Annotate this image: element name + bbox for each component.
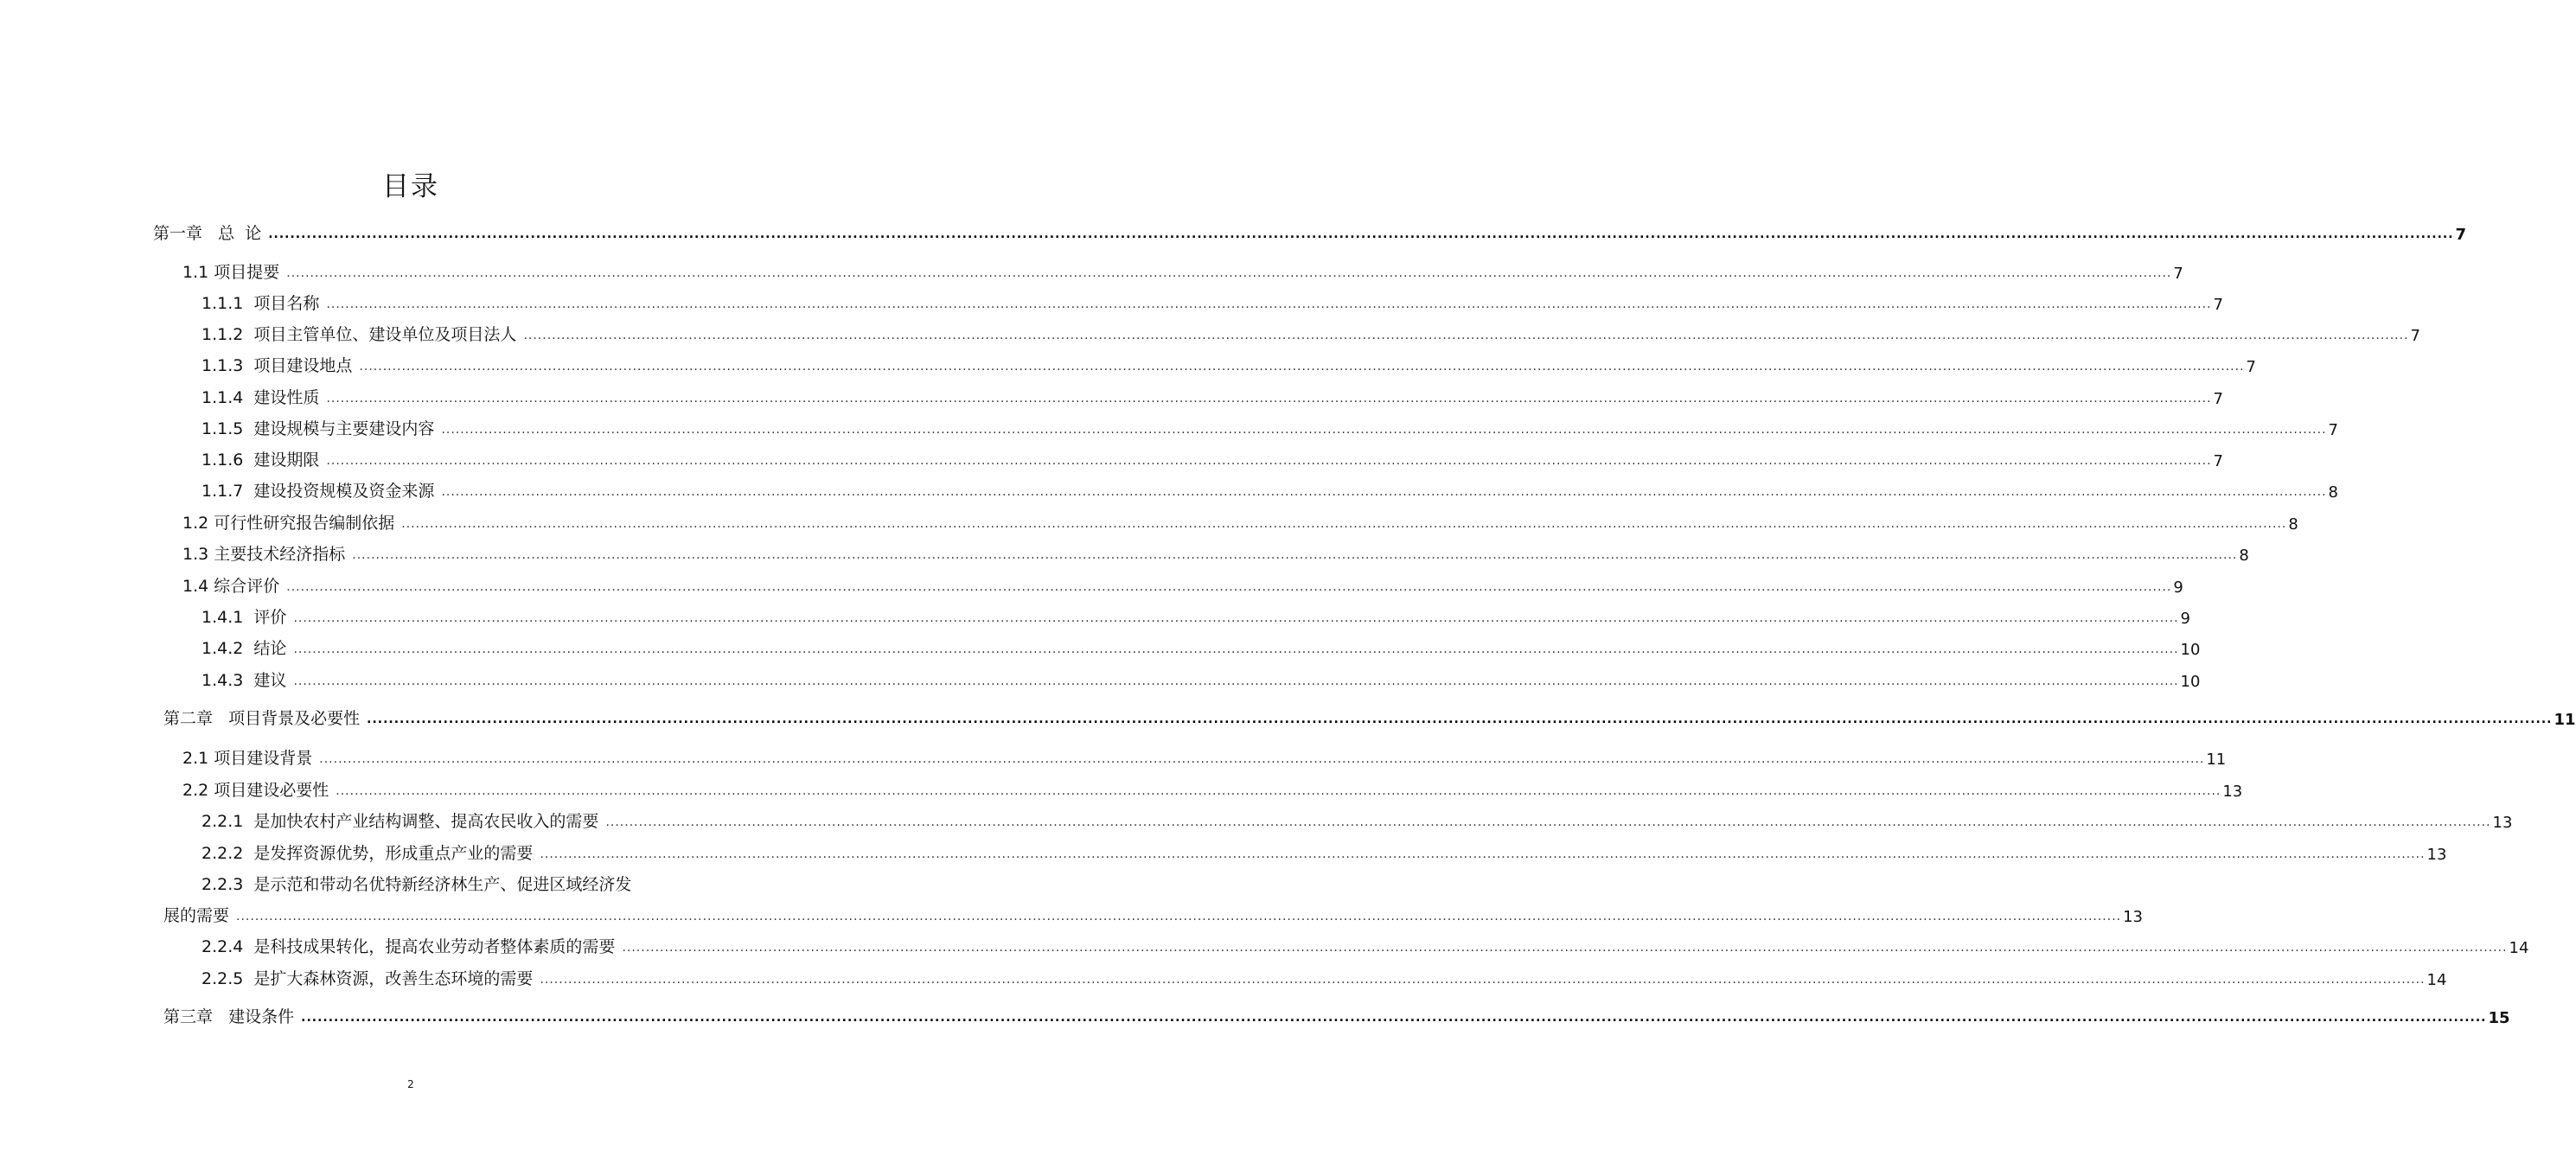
toc-leader-dots: ................................................................................................................................................................................................................................................................................................................................................................................................................: [367, 712, 2553, 726]
toc-entry[interactable]: [201, 602, 2190, 628]
toc-entry[interactable]: [201, 444, 2223, 470]
toc-page-number: 14: [2426, 971, 2447, 989]
toc-page-number: 7: [2213, 452, 2223, 470]
toc-entry-label: 1.1.7 建设投资规模及资金来源: [201, 482, 435, 501]
toc-page-number: 8: [2239, 546, 2249, 565]
toc-entry-label: 2.2.1 是加快农村产业结构调整、提高农民收入的需要: [201, 812, 599, 831]
toc-entry-label: 1.1.3 项目建设地点: [201, 356, 353, 375]
toc-leader-dots: ................................................................................................................................................................................................................................................................................................................................................................................................................: [326, 454, 2212, 468]
toc-page-number: 14: [2509, 939, 2529, 957]
toc-leader-dots: ................................................................................................................................................................................................................................................................................................................................................................................................................: [268, 227, 2454, 241]
toc-page-number: 13: [2123, 908, 2143, 926]
toc-entry[interactable]: [201, 665, 2201, 691]
toc-entry-label: 1.4.2 结论: [201, 639, 287, 658]
page-number: 2: [407, 1078, 414, 1090]
toc-page-number: 11: [2206, 751, 2227, 769]
toc-entry[interactable]: [201, 806, 2513, 832]
toc-chapter-entry[interactable]: [153, 218, 2467, 244]
toc-chapter-entry[interactable]: [163, 1001, 2510, 1027]
toc-page-number: 11: [2554, 711, 2576, 729]
toc-entry[interactable]: [182, 508, 2298, 534]
toc-leader-dots: ................................................................................................................................................................................................................................................................................................................................................................................................................: [336, 784, 2221, 798]
toc-leader-dots: ................................................................................................................................................................................................................................................................................................................................................................................................................: [293, 611, 2179, 625]
toc-entry[interactable]: [201, 288, 2223, 314]
toc-entry[interactable]: [201, 633, 2201, 659]
toc-entry[interactable]: [201, 413, 2338, 439]
toc-entry-label: 1.1.6 建设期限: [201, 451, 320, 470]
toc-leader-dots: ................................................................................................................................................................................................................................................................................................................................................................................................................: [326, 297, 2212, 311]
toc-entry[interactable]: [163, 900, 2143, 926]
toc-page-number: 10: [2180, 673, 2201, 691]
toc-chapter-entry[interactable]: [163, 703, 2576, 729]
toc-leader-dots: ................................................................................................................................................................................................................................................................................................................................................................................................................: [286, 580, 2172, 594]
toc-leader-dots: ................................................................................................................................................................................................................................................................................................................................................................................................................: [293, 674, 2179, 688]
toc-page-number: 7: [2246, 358, 2256, 376]
toc-entry-label: 2.2.2 是发挥资源优势，形成重点产业的需要: [201, 844, 534, 863]
toc-entry[interactable]: [201, 476, 2338, 502]
toc-leader-dots: ................................................................................................................................................................................................................................................................................................................................................................................................................: [236, 910, 2122, 923]
toc-entry[interactable]: [201, 838, 2447, 864]
toc-page-number: 8: [2288, 515, 2298, 534]
toc-entry-label: 1.4.1 评价: [201, 608, 287, 627]
toc-entry[interactable]: [201, 319, 2420, 345]
toc-page-number: 13: [2222, 783, 2243, 801]
toc-entry-label: 1.1.4 建设性质: [201, 388, 320, 407]
toc-leader-dots: ................................................................................................................................................................................................................................................................................................................................................................................................................: [605, 815, 2491, 829]
toc-entry[interactable]: [201, 382, 2223, 408]
toc-entry[interactable]: [201, 350, 2256, 376]
toc-entry-label: 第一章 总 论: [153, 224, 262, 243]
toc-entry[interactable]: [182, 539, 2249, 565]
toc-page-number: 8: [2328, 483, 2338, 502]
toc-leader-dots: ................................................................................................................................................................................................................................................................................................................................................................................................................: [326, 392, 2212, 406]
toc-entry[interactable]: [182, 571, 2183, 597]
toc-leader-dots: ................................................................................................................................................................................................................................................................................................................................................................................................................: [540, 847, 2426, 861]
toc-page-number: 13: [2492, 814, 2513, 832]
toc-entry[interactable]: [182, 775, 2243, 801]
toc-leader-dots: ................................................................................................................................................................................................................................................................................................................................................................................................................: [293, 642, 2179, 656]
toc-entry-label: 1.2 可行性研究报告编制依据: [182, 514, 395, 533]
toc-page-number: 9: [2173, 578, 2183, 597]
toc-entry-label: 展的需要: [163, 906, 230, 925]
toc-page-number: 15: [2488, 1009, 2510, 1027]
toc-page-number: 9: [2180, 610, 2190, 628]
toc-entry-label: 1.1.5 建设规模与主要建设内容: [201, 419, 435, 438]
toc-leader-dots: ................................................................................................................................................................................................................................................................................................................................................................................................................: [441, 423, 2327, 437]
toc-entry[interactable]: [182, 743, 2227, 769]
toc-entry-label: 第二章 项目背景及必要性: [163, 709, 361, 728]
toc-entry[interactable]: [182, 257, 2183, 283]
toc-page-number: 7: [2213, 296, 2223, 314]
toc-leader-dots: ................................................................................................................................................................................................................................................................................................................................................................................................................: [523, 329, 2409, 342]
toc-leader-dots: ................................................................................................................................................................................................................................................................................................................................................................................................................: [401, 517, 2287, 531]
toc-leader-dots: ................................................................................................................................................................................................................................................................................................................................................................................................................: [540, 973, 2426, 987]
toc-page-number: 7: [2213, 390, 2223, 408]
toc-leader-dots: ................................................................................................................................................................................................................................................................................................................................................................................................................: [319, 752, 2205, 766]
toc-entry-label: 1.1 项目提要: [182, 263, 280, 282]
toc-page-number: 7: [2410, 327, 2420, 345]
toc-page-number: 7: [2328, 421, 2338, 439]
toc-leader-dots: ................................................................................................................................................................................................................................................................................................................................................................................................................: [286, 266, 2172, 280]
toc-entry[interactable]: [201, 963, 2447, 989]
toc-entry-label: 1.4.3 建议: [201, 671, 287, 690]
toc-page-number: 13: [2426, 846, 2447, 864]
toc-entry-label: 1.1.2 项目主管单位、建设单位及项目法人: [201, 325, 517, 344]
toc-entry-label: 2.2.3 是示范和带动名优特新经济林生产、促进区域经济发: [201, 875, 632, 894]
toc-leader-dots: ................................................................................................................................................................................................................................................................................................................................................................................................................: [352, 548, 2238, 562]
toc-entry-label: 1.4 综合评价: [182, 577, 280, 596]
page-title: 目录: [382, 171, 439, 202]
toc-entry-label: 2.2.4 是科技成果转化，提高农业劳动者整体素质的需要: [201, 937, 616, 956]
toc-entry-label: 1.3 主要技术经济指标: [182, 545, 346, 564]
toc-entry[interactable]: [201, 931, 2529, 957]
toc-entry-label: 2.2 项目建设必要性: [182, 781, 329, 800]
toc-leader-dots: ................................................................................................................................................................................................................................................................................................................................................................................................................: [622, 941, 2508, 955]
toc-entry-label: 第三章 建设条件: [163, 1007, 295, 1026]
toc-leader-dots: ................................................................................................................................................................................................................................................................................................................................................................................................................: [359, 360, 2245, 374]
toc-entry-label: 2.1 项目建设背景: [182, 749, 313, 768]
toc-leader-dots: ................................................................................................................................................................................................................................................................................................................................................................................................................: [301, 1011, 2487, 1025]
toc-page-number: 7: [2455, 226, 2467, 244]
toc-entry-label: 1.1.1 项目名称: [201, 294, 320, 313]
toc-page-number: 10: [2180, 641, 2201, 659]
toc-leader-dots: ................................................................................................................................................................................................................................................................................................................................................................................................................: [441, 485, 2327, 499]
toc-page-number: 7: [2173, 265, 2183, 283]
toc-entry-label: 2.2.5 是扩大森林资源，改善生态环境的需要: [201, 969, 534, 988]
